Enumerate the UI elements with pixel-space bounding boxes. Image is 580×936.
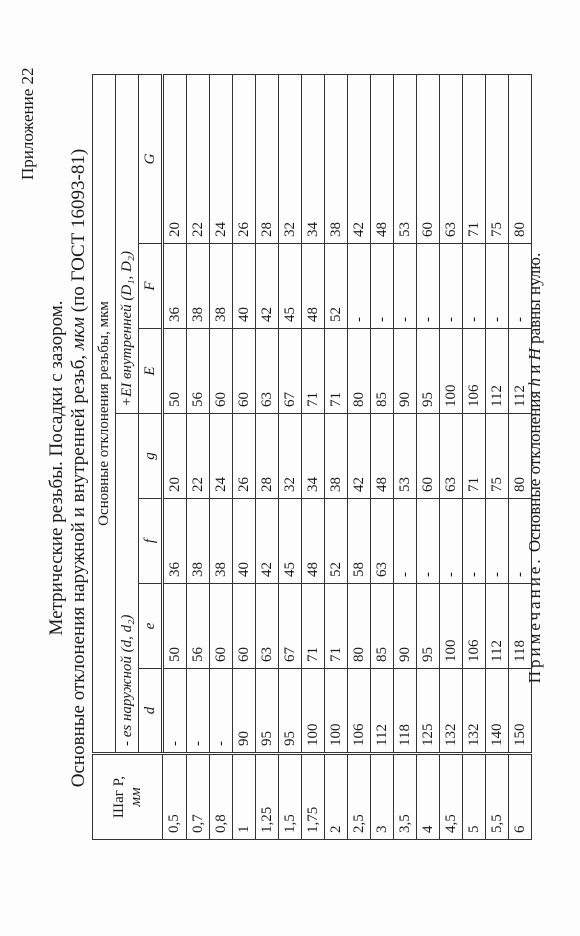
value-cell: 24 <box>210 414 233 499</box>
value-cell: 38 <box>210 499 233 584</box>
value-cell: - <box>463 499 486 584</box>
table-title: Метрические резьбы. Посадки с зазором. <box>46 300 67 636</box>
step-cell: 1,25 <box>256 754 279 840</box>
internal-header: +EI внутренней (D₁, D₂) <box>116 75 139 414</box>
value-cell: 53 <box>394 414 417 499</box>
step-cell: 4,5 <box>440 754 463 840</box>
value-cell: - <box>486 244 509 329</box>
col-header-G: G <box>139 75 163 244</box>
table-note <box>525 0 545 936</box>
value-cell: 67 <box>279 329 302 414</box>
step-cell: 5,5 <box>486 754 509 840</box>
value-cell: 71 <box>325 329 348 414</box>
table-row <box>371 75 394 840</box>
value-cell: 20 <box>163 414 187 499</box>
value-cell: 48 <box>302 499 325 584</box>
value-cell: 53 <box>394 75 417 244</box>
value-cell: 106 <box>348 669 371 754</box>
value-cell: 80 <box>509 75 532 244</box>
value-cell: 38 <box>187 244 210 329</box>
value-cell: 100 <box>440 329 463 414</box>
value-cell: 60 <box>210 584 233 669</box>
value-cell: - <box>394 499 417 584</box>
value-cell: 71 <box>302 584 325 669</box>
value-cell: 50 <box>163 329 187 414</box>
table-row <box>210 75 233 840</box>
value-cell: 60 <box>417 75 440 244</box>
value-cell: 52 <box>325 244 348 329</box>
value-cell: 63 <box>256 584 279 669</box>
step-cell: 1,5 <box>279 754 302 840</box>
value-cell: 34 <box>302 414 325 499</box>
subtitle-text-b: (по ГОСТ 16093-81) <box>68 148 89 317</box>
value-cell: 36 <box>163 244 187 329</box>
table-row <box>187 75 210 840</box>
value-cell: 63 <box>440 414 463 499</box>
value-cell: 56 <box>187 584 210 669</box>
value-cell: 90 <box>233 669 256 754</box>
value-cell: - <box>509 244 532 329</box>
value-cell: 100 <box>440 584 463 669</box>
value-cell: 34 <box>302 75 325 244</box>
value-cell: 90 <box>394 584 417 669</box>
col-header-e: e <box>139 584 163 669</box>
table-row <box>233 75 256 840</box>
value-cell: 140 <box>486 669 509 754</box>
table-body <box>163 75 532 840</box>
value-cell: 38 <box>325 414 348 499</box>
value-cell: 71 <box>325 584 348 669</box>
value-cell: 24 <box>210 75 233 244</box>
appendix-label: Приложение 22 <box>18 67 37 180</box>
col-header-g: g <box>139 414 163 499</box>
value-cell: 42 <box>348 414 371 499</box>
value-cell: - <box>371 244 394 329</box>
value-cell: 26 <box>233 414 256 499</box>
table-row <box>163 75 187 840</box>
value-cell: 112 <box>371 669 394 754</box>
value-cell: 90 <box>394 329 417 414</box>
value-cell: 48 <box>371 414 394 499</box>
value-cell: 112 <box>486 584 509 669</box>
value-cell: 67 <box>279 584 302 669</box>
note-text-b: и <box>525 360 544 379</box>
value-cell: - <box>394 244 417 329</box>
value-cell: 106 <box>463 584 486 669</box>
table-row <box>463 75 486 840</box>
value-cell: 75 <box>486 75 509 244</box>
value-cell: 80 <box>509 414 532 499</box>
value-cell: 45 <box>279 499 302 584</box>
value-cell: 36 <box>163 499 187 584</box>
table-subtitle <box>68 0 90 936</box>
step-cell: 0,5 <box>163 754 187 840</box>
value-cell: 95 <box>256 669 279 754</box>
value-cell: 150 <box>509 669 532 754</box>
table-row <box>256 75 279 840</box>
value-cell: 26 <box>233 75 256 244</box>
table-row <box>325 75 348 840</box>
note-text-c: равны нулю. <box>525 252 544 349</box>
value-cell: 58 <box>348 499 371 584</box>
value-cell: 85 <box>371 584 394 669</box>
value-cell: - <box>187 669 210 754</box>
value-cell: 52 <box>325 499 348 584</box>
value-cell: - <box>348 244 371 329</box>
value-cell: - <box>163 669 187 754</box>
value-cell: - <box>417 244 440 329</box>
value-cell: 42 <box>348 75 371 244</box>
step-cell: 6 <box>509 754 532 840</box>
value-cell: 38 <box>325 75 348 244</box>
value-cell: 95 <box>417 584 440 669</box>
col-header-d: d <box>139 669 163 754</box>
group-header: Основные отклонения резьбы, мкм <box>93 75 116 754</box>
step-cell: 2,5 <box>348 754 371 840</box>
value-cell: 63 <box>371 499 394 584</box>
note-text-a: Основные отклонения <box>525 386 544 557</box>
note-symbol-h: h <box>525 378 544 387</box>
value-cell: 60 <box>210 329 233 414</box>
value-cell: 22 <box>187 414 210 499</box>
value-cell: - <box>463 244 486 329</box>
value-cell: 63 <box>440 75 463 244</box>
value-cell: 45 <box>279 244 302 329</box>
value-cell: 95 <box>279 669 302 754</box>
value-cell: 50 <box>163 584 187 669</box>
step-header <box>93 754 163 840</box>
note-symbol-H: H <box>525 348 544 361</box>
value-cell: 132 <box>440 669 463 754</box>
value-cell: 80 <box>348 329 371 414</box>
step-cell: 0,8 <box>210 754 233 840</box>
note-label: Примечание. <box>525 556 544 684</box>
value-cell: 56 <box>187 329 210 414</box>
value-cell: 132 <box>463 669 486 754</box>
value-cell: 85 <box>371 329 394 414</box>
value-cell: 32 <box>279 414 302 499</box>
value-cell: 118 <box>509 584 532 669</box>
table-row <box>486 75 509 840</box>
subtitle-text-a: Основные отклонения наружной и внутренней резьб, <box>68 350 89 788</box>
value-cell: 38 <box>187 499 210 584</box>
value-cell: 112 <box>486 329 509 414</box>
value-cell: - <box>210 669 233 754</box>
value-cell: 100 <box>302 669 325 754</box>
step-header-unit: мм <box>127 787 144 807</box>
value-cell: 60 <box>233 329 256 414</box>
external-header: - es наружной (d, d₂) <box>116 414 139 754</box>
table-row <box>394 75 417 840</box>
value-cell: 60 <box>417 414 440 499</box>
table-row <box>440 75 463 840</box>
value-cell: 125 <box>417 669 440 754</box>
value-cell: - <box>440 244 463 329</box>
step-cell: 3 <box>371 754 394 840</box>
col-header-f: f <box>139 499 163 584</box>
value-cell: 60 <box>233 584 256 669</box>
value-cell: 118 <box>394 669 417 754</box>
col-header-E: E <box>139 329 163 414</box>
step-cell: 0,7 <box>187 754 210 840</box>
value-cell: 48 <box>302 244 325 329</box>
value-cell: 112 <box>509 329 532 414</box>
value-cell: 20 <box>163 75 187 244</box>
value-cell: 95 <box>417 329 440 414</box>
table-row <box>348 75 371 840</box>
value-cell: 80 <box>348 584 371 669</box>
value-cell: - <box>417 499 440 584</box>
table-row <box>302 75 325 840</box>
value-cell: 71 <box>302 329 325 414</box>
value-cell: 63 <box>256 329 279 414</box>
deviations-table <box>92 74 532 840</box>
value-cell: 71 <box>463 414 486 499</box>
step-cell: 5 <box>463 754 486 840</box>
step-cell: 1 <box>233 754 256 840</box>
table-row <box>279 75 302 840</box>
value-cell: 28 <box>256 75 279 244</box>
value-cell: 71 <box>463 75 486 244</box>
value-cell: - <box>509 499 532 584</box>
value-cell: 75 <box>486 414 509 499</box>
step-cell: 4 <box>417 754 440 840</box>
step-header-line1: Шаг P, <box>110 775 127 819</box>
value-cell: 22 <box>187 75 210 244</box>
value-cell: 40 <box>233 499 256 584</box>
col-header-F: F <box>139 244 163 329</box>
value-cell: - <box>486 499 509 584</box>
value-cell: 42 <box>256 244 279 329</box>
subtitle-unit: мкм <box>68 316 89 351</box>
value-cell: 38 <box>210 244 233 329</box>
value-cell: 42 <box>256 499 279 584</box>
value-cell: 48 <box>371 75 394 244</box>
value-cell: 40 <box>233 244 256 329</box>
step-cell: 1,75 <box>302 754 325 840</box>
step-cell: 2 <box>325 754 348 840</box>
value-cell: - <box>440 499 463 584</box>
table-row <box>417 75 440 840</box>
value-cell: 100 <box>325 669 348 754</box>
value-cell: 28 <box>256 414 279 499</box>
value-cell: 106 <box>463 329 486 414</box>
value-cell: 32 <box>279 75 302 244</box>
step-cell: 3,5 <box>394 754 417 840</box>
